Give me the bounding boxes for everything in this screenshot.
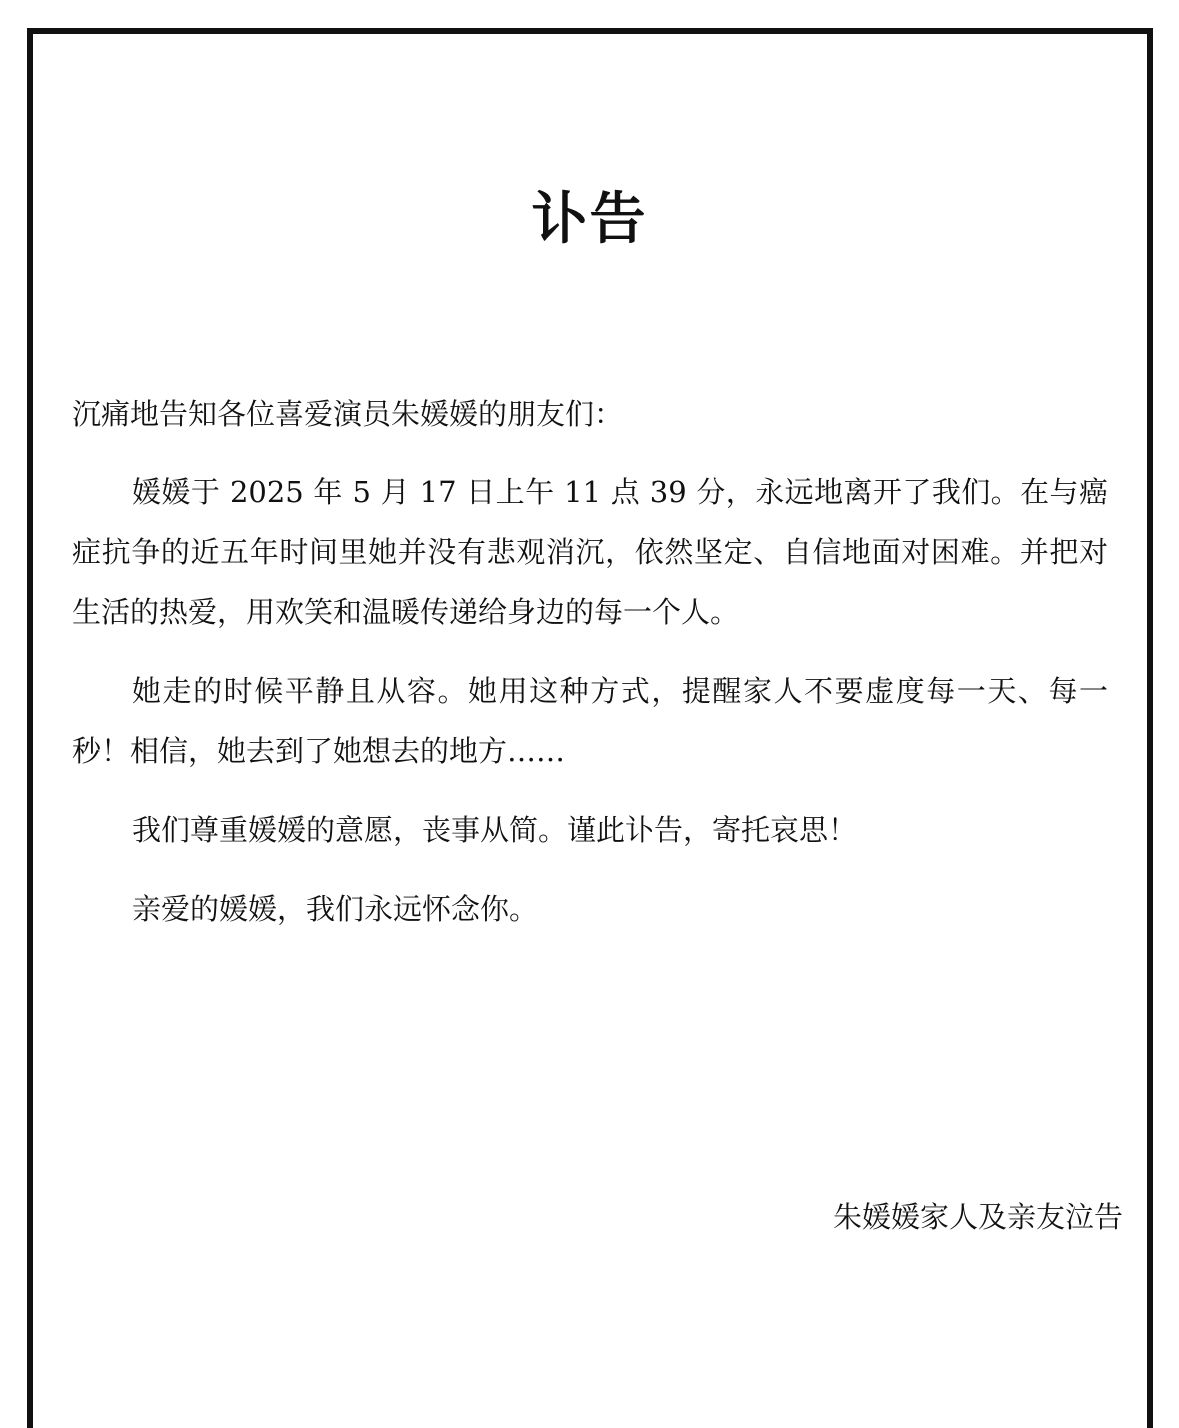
paragraph-1: 媛媛于 2025 年 5 月 17 日上午 11 点 39 分，永远地离开了我们。在与癌症抗争的近五年时间里她并没有悲观消沉，依然坚定、自信地面对困难。并把对生活的热爱，用欢笑和温暖传递给身边的每一个人。	[72, 475, 1108, 629]
signature: 朱媛媛家人及亲友泣告	[832, 1200, 1123, 1234]
paragraph-2: 她走的时候平静且从容。她用这种方式，提醒家人不要虚度每一天、每一秒！相信，她去到了她想去的地方……	[72, 674, 1108, 768]
document-title: 讣告	[531, 187, 648, 252]
paragraph-3: 我们尊重媛媛的意愿，丧事从简。谨此讣告，寄托哀思！	[132, 813, 858, 847]
document-body	[72, 385, 1108, 939]
salutation: 沉痛地告知各位喜爱演员朱媛媛的朋友们：	[72, 397, 624, 431]
paragraph-4: 亲爱的媛媛，我们永远怀念你。	[132, 892, 539, 926]
